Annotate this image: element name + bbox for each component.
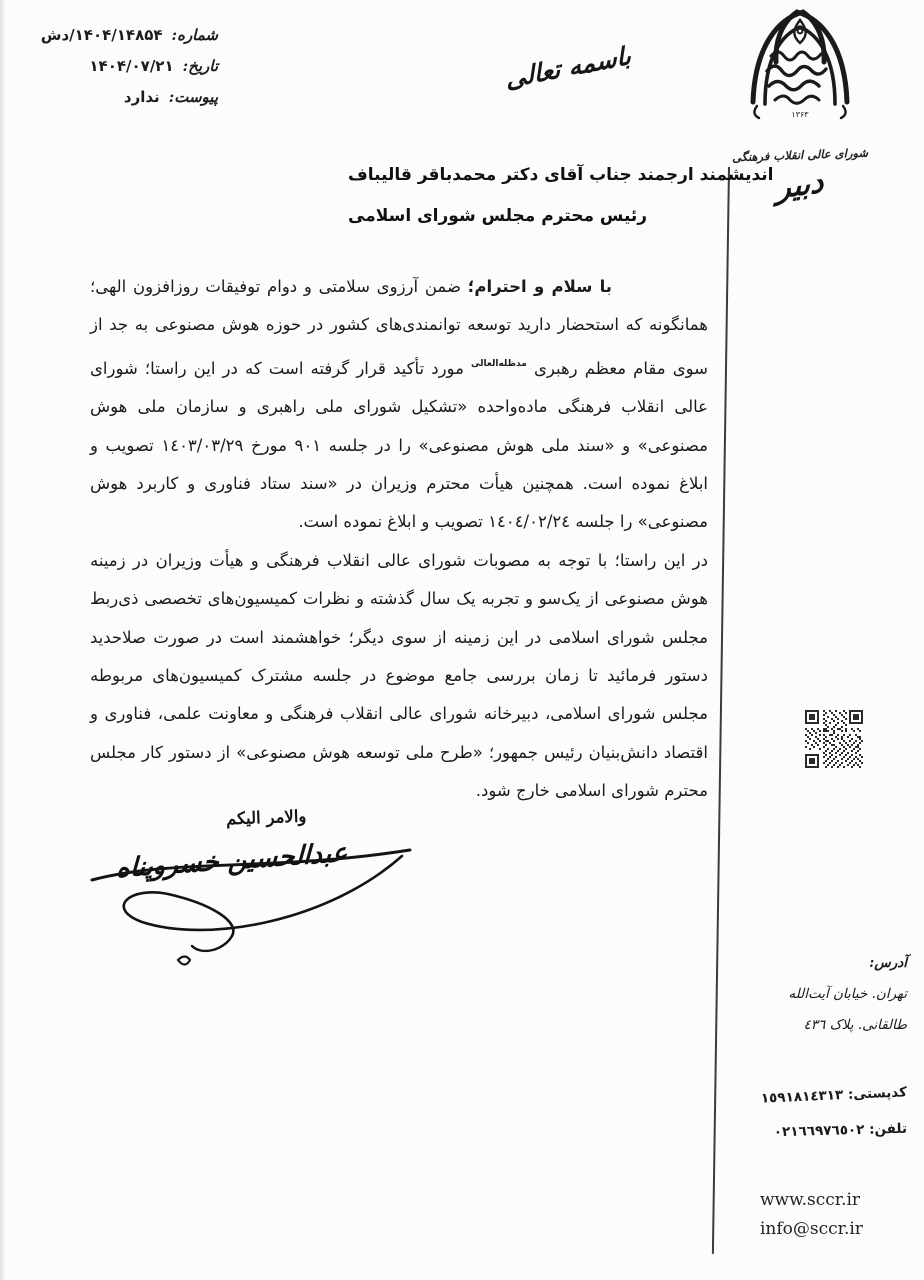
paragraph-1-text-b: مورد تأکید قرار گرفته است که در این راستا؛ شورای عالی انقلاب فرهنگی ماده‌واحده «تشکیل شورای ملی راهبری و سازمان ملی هوش مصنوعی» و «سند ملی هوش مصنوعی» را در جلسه ٩٠١ مورخ ١٤٠٣/٠٣/٢٩ تصویب و ابلاغ نموده است. همچنین هیأت محترم وزیران در «سند ستاد فناوری و کاربرد هوش مصنوعی» را جلسه ١٤٠٤/٠٢/٢٤ تصویب و ابلاغ نموده است. [90, 358, 708, 532]
attachment-row [10, 88, 218, 106]
website-text: www.sccr.ir [760, 1190, 861, 1210]
recipient-title-line: رئیس محترم مجلس شورای اسلامی [348, 206, 648, 226]
paragraph-1-text-a: ضمن آرزوی سلامتی و دوام توفیقات روزافزون الهی؛ همانگونه که استحضار دارید توسعه توانمندی‌های کشور در حوزه هوش مصنوعی به جد از سوی مقام معظم رهبری [90, 277, 708, 378]
vertical-divider [712, 167, 730, 1254]
reference-block [10, 26, 218, 119]
closing-phrase: والامر الیکم [225, 806, 307, 829]
address-line-2: طالقانی. پلاک ٤٣٦ [803, 1017, 907, 1033]
date-label: تاریخ: [182, 57, 218, 75]
signature-scrawl [80, 824, 430, 974]
recipient-block [348, 155, 773, 237]
council-name: شورای عالی انقلاب فرهنگی [731, 145, 869, 165]
phone-value: ٠٢١٦٦٩٧٦٥٠٢ [773, 1121, 865, 1141]
date-value: ۱۴۰۴/۰۷/۲۱ [89, 57, 174, 75]
letter-body [90, 268, 708, 811]
postal-label: کدپستی: [847, 1084, 908, 1103]
attachment-value: ندارد [123, 88, 160, 106]
honorific-superscript: مدظله‌العالی [471, 358, 527, 369]
web-contact-block [760, 1186, 863, 1244]
paragraph-2: در این راستا؛ با توجه به مصوبات شورای عالی انقلاب فرهنگی و هیأت وزیران در زمینه هوش مصنوعی از یک‌سو و تجربه یک سال گذشته و نظرات کمیسیون‌های تخصصی ذی‌ربط مجلس شورای اسلامی در این زمینه از سوی دیگر؛ خواهشمند است در صورت صلاحدید دستور فرمائید تا زمان بررسی جامع موضوع در جلسه مشترک کمیسیون‌های مربوطه مجلس شورای اسلامی، دبیرخانه شورای عالی انقلاب فرهنگی و معاونت علمی، فناوری و اقتصاد دانش‌بنیان رئیس جمهور؛ «طرح ملی توسعه هوش مصنوعی» از دستور کار مجلس محترم شورای اسلامی خارج شود. [90, 550, 708, 801]
salutation: با سلام و احترام؛ [467, 277, 612, 296]
phone-row [737, 1114, 908, 1149]
number-value: ۱۴۰۴/۱۴۸۵۴/دش [40, 26, 163, 44]
besmele-calligraphy: باسمه تعالی [504, 40, 632, 94]
attachment-label: پیوست: [168, 88, 218, 106]
contact-block [737, 948, 907, 1147]
secretary-calligraphy: دبیر [776, 164, 824, 207]
address-label: آدرس: [869, 955, 907, 971]
letter-number-row [10, 26, 218, 44]
emblem-year: ۱۳۶۳ [791, 110, 809, 119]
postal-code-row [736, 1077, 907, 1115]
number-label: شماره: [171, 26, 218, 44]
postal-value: ١٥٩١٨١٤٣١٣ [760, 1087, 844, 1107]
signatory-name: عبدالحسین خسروپناه [115, 837, 348, 885]
address-line-1: تهران. خیابان آیت‌الله [788, 986, 907, 1002]
letter-date-row [10, 57, 218, 75]
phone-label: تلفن: [868, 1120, 908, 1138]
paragraph-1 [90, 268, 708, 542]
email-text: info@sccr.ir [760, 1219, 863, 1239]
council-emblem-icon [740, 4, 860, 146]
qr-code [805, 710, 863, 768]
recipient-name-line: اندیشمند ارجمند جناب آقای دکتر محمدباقر قالیباف [348, 165, 774, 185]
